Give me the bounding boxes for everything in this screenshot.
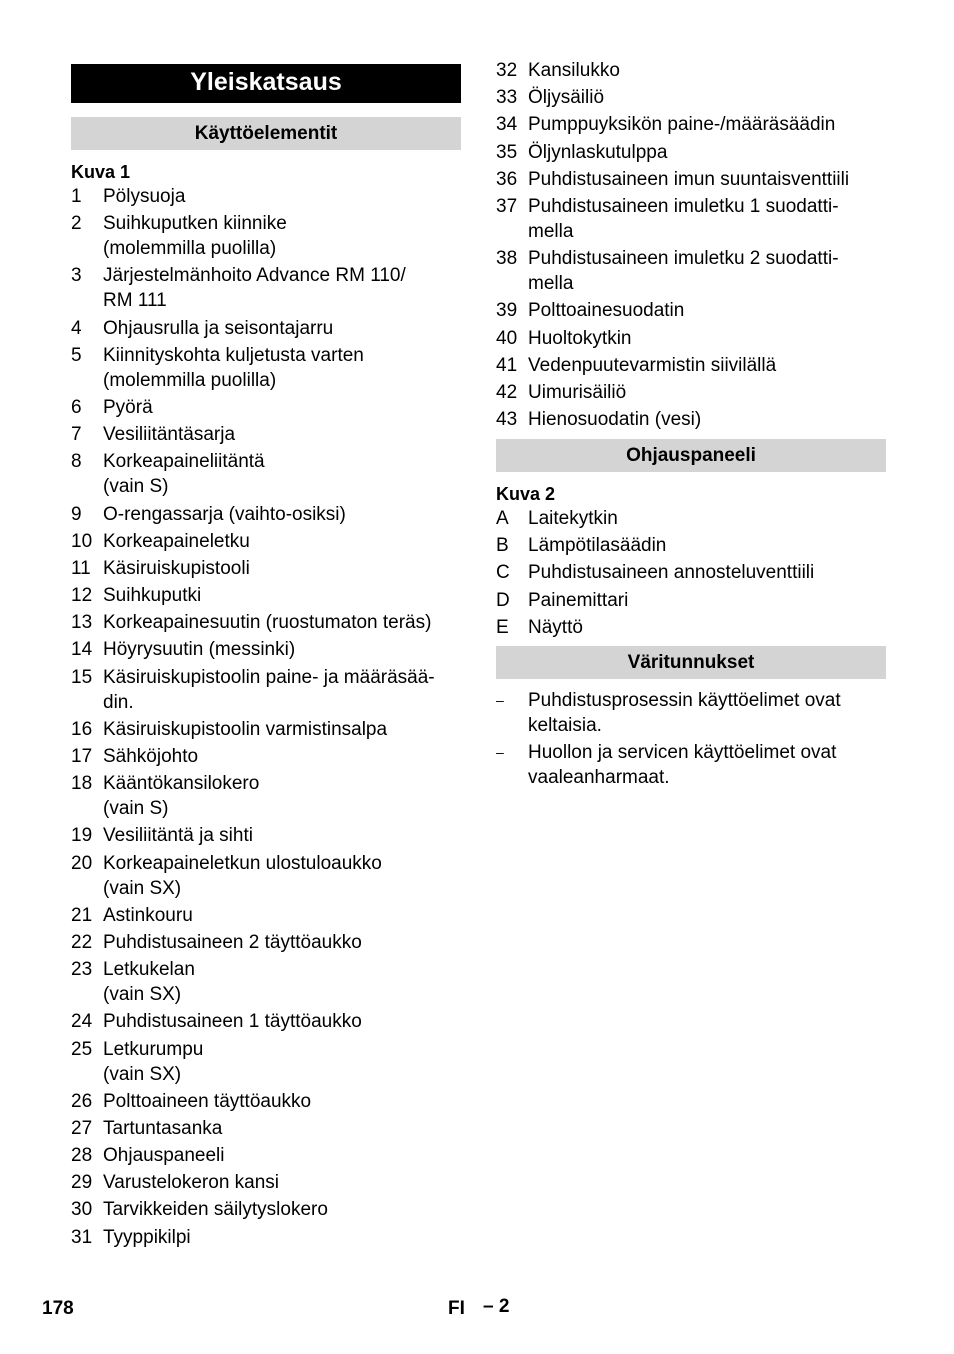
list-item <box>71 665 461 715</box>
item-text: Käsiruiskupistoolin paine- ja määräsää- din. <box>103 666 435 713</box>
item-number: B <box>496 535 509 557</box>
list-item <box>496 167 886 192</box>
list-item <box>71 211 461 261</box>
item-number: 17 <box>71 746 93 767</box>
item-text: Sähköjohto <box>103 746 199 767</box>
list-item <box>496 407 886 432</box>
controls-list-part-2 <box>496 58 886 432</box>
list-item <box>71 556 461 581</box>
item-text: Letkurumpu (vain SX) <box>103 1038 204 1085</box>
section-page-number: – 2 <box>483 1296 510 1317</box>
item-text: Puhdistusaineen annosteluventtiili <box>528 562 815 584</box>
item-number: 29 <box>71 1172 93 1194</box>
item-number: 35 <box>496 141 518 163</box>
list-item <box>71 851 461 901</box>
page-number: 178 <box>42 1298 74 1319</box>
item-number: 4 <box>71 317 82 339</box>
item-number: 40 <box>496 327 518 349</box>
item-text: Ohjauspaneeli <box>103 1145 225 1167</box>
item-number: 24 <box>71 1011 93 1033</box>
item-number: 19 <box>71 825 93 847</box>
item-number: 16 <box>71 718 93 740</box>
controls-list-part-1 <box>71 184 461 1250</box>
item-text: Korkeapaineletku <box>103 530 250 552</box>
item-text: Puhdistusaineen 1 täyttöaukko <box>103 1011 362 1033</box>
item-number: 23 <box>71 959 93 981</box>
item-text: Höyrysuutin (messinki) <box>103 639 296 661</box>
item-text: Korkeapainesuutin (ruostumaton teräs) <box>103 612 432 634</box>
item-number: 43 <box>496 409 518 431</box>
figure-label-kuva-2: Kuva 2 <box>496 484 556 505</box>
list-item <box>71 1037 461 1087</box>
item-number: 42 <box>496 381 518 403</box>
item-number: E <box>496 616 509 638</box>
list-item <box>71 744 461 769</box>
item-number: 11 <box>71 557 91 579</box>
item-text: Öljysäiliö <box>528 87 605 109</box>
list-item <box>71 1170 461 1195</box>
item-number: 36 <box>496 168 518 190</box>
item-number: C <box>496 562 510 584</box>
item-text: Kääntökansilokero (vain S) <box>103 773 260 820</box>
item-number: 22 <box>71 931 93 953</box>
item-text: Puhdistusaineen imuletku 2 suodatti- mella <box>528 248 839 295</box>
item-text: Käsiruiskupistooli <box>103 557 250 579</box>
list-item <box>71 343 461 393</box>
list-item <box>71 184 461 209</box>
list-item <box>496 85 886 110</box>
item-number: 15 <box>71 666 93 688</box>
item-number: 25 <box>71 1038 93 1060</box>
list-item <box>71 1225 461 1250</box>
list-item <box>71 717 461 742</box>
item-text: Näyttö <box>528 616 583 638</box>
item-number: 31 <box>71 1226 93 1248</box>
item-text: Huollon ja servicen käyttöelimet ovat vaaleanharmaat. <box>528 741 837 788</box>
language-code: FI <box>448 1298 465 1319</box>
item-text: Korkeapaineletkun ulostuloaukko (vain SX) <box>103 852 382 899</box>
section-heading-varitunnukset: Väritunnukset <box>496 646 886 679</box>
item-number: 33 <box>496 87 518 109</box>
list-item <box>71 529 461 554</box>
item-text: Painemittari <box>528 589 629 611</box>
list-item <box>71 395 461 420</box>
list-item <box>496 58 886 83</box>
list-item <box>71 1089 461 1114</box>
item-number: 27 <box>71 1117 93 1139</box>
item-text: Varustelokeron kansi <box>103 1172 280 1194</box>
page-title: Yleiskatsaus <box>71 64 461 103</box>
item-text: Pölysuoja <box>103 186 186 207</box>
item-number: 39 <box>496 300 518 322</box>
list-item <box>71 957 461 1007</box>
list-item <box>71 502 461 527</box>
item-text: Vedenpuutevarmistin siivilällä <box>528 354 777 376</box>
item-number: 10 <box>71 530 93 552</box>
list-item <box>71 1116 461 1141</box>
list-item <box>496 112 886 137</box>
section-heading-kayttoelementit: Käyttöelementit <box>71 117 461 150</box>
item-text: Öljynlaskutulppa <box>528 141 668 163</box>
item-text: Lämpötilasäädin <box>528 535 667 557</box>
list-item <box>71 1009 461 1034</box>
item-text: Tyyppikilpi <box>103 1226 191 1248</box>
item-number: 30 <box>71 1199 93 1221</box>
item-number: 14 <box>71 639 93 661</box>
item-number: – <box>496 743 504 760</box>
list-item <box>496 194 886 244</box>
list-item <box>71 316 461 341</box>
item-text: Letkukelan (vain SX) <box>103 959 195 1006</box>
item-text: Vesiliitäntä ja sihti <box>103 825 253 847</box>
item-number: 13 <box>71 612 93 634</box>
item-text: Tartuntasanka <box>103 1117 223 1139</box>
item-text: Suihkuputken kiinnike (molemmilla puolilla) <box>103 213 287 260</box>
section-heading-ohjauspaneeli: Ohjauspaneeli <box>496 439 886 472</box>
list-item <box>71 610 461 635</box>
item-number: A <box>496 508 509 530</box>
list-item <box>71 263 461 313</box>
list-item <box>496 560 886 585</box>
item-text: Kansilukko <box>528 60 620 81</box>
list-item <box>496 326 886 351</box>
list-item <box>496 615 886 640</box>
item-number: 20 <box>71 852 93 874</box>
color-codes-list <box>496 688 886 790</box>
item-text: Käsiruiskupistoolin varmistinsalpa <box>103 718 388 740</box>
list-item <box>71 1143 461 1168</box>
item-text: Uimurisäiliö <box>528 381 627 403</box>
item-number: 2 <box>71 213 82 235</box>
list-item <box>496 688 886 738</box>
item-text: Pyörä <box>103 396 153 418</box>
item-text: Puhdistusaineen 2 täyttöaukko <box>103 931 362 953</box>
item-text: Hienosuodatin (vesi) <box>528 409 702 431</box>
item-number: 21 <box>71 904 93 926</box>
item-text: Puhdistusprosessin käyttöelimet ovat keltaisia. <box>528 689 841 736</box>
item-text: Puhdistusaineen imuletku 1 suodatti- mella <box>528 195 839 242</box>
list-item <box>496 506 886 531</box>
item-number: 38 <box>496 248 518 270</box>
list-item <box>496 740 886 790</box>
list-item <box>71 637 461 662</box>
item-text: Polttoainesuodatin <box>528 300 685 322</box>
left-column <box>71 56 461 1252</box>
item-number: 8 <box>71 451 82 473</box>
list-item <box>71 449 461 499</box>
list-item <box>71 930 461 955</box>
item-number: D <box>496 589 510 611</box>
item-number: 32 <box>496 60 518 81</box>
item-number: 37 <box>496 195 518 217</box>
list-item <box>71 583 461 608</box>
item-number: 41 <box>496 354 518 376</box>
control-panel-list <box>496 506 886 640</box>
list-item <box>71 1197 461 1222</box>
list-item <box>496 140 886 165</box>
item-number: 7 <box>71 424 82 446</box>
list-item <box>71 823 461 848</box>
item-number: 3 <box>71 265 82 287</box>
item-number: 26 <box>71 1090 93 1112</box>
figure-label-kuva-1: Kuva 1 <box>71 162 131 182</box>
list-item <box>496 533 886 558</box>
right-column <box>496 56 886 792</box>
list-item <box>496 353 886 378</box>
item-text: Järjestelmänhoito Advance RM 110/ RM 111 <box>103 265 406 312</box>
item-text: Tarvikkeiden säilytyslokero <box>103 1199 328 1221</box>
list-item <box>496 588 886 613</box>
item-text: Puhdistusaineen imun suuntaisventtiili <box>528 168 850 190</box>
item-number: 5 <box>71 344 82 366</box>
item-text: Kiinnityskohta kuljetusta varten (molemmilla puolilla) <box>103 344 364 391</box>
item-text: Vesiliitäntäsarja <box>103 424 236 446</box>
list-item <box>71 903 461 928</box>
list-item <box>496 246 886 296</box>
list-item <box>71 771 461 821</box>
item-number: 6 <box>71 396 82 418</box>
item-text: Polttoaineen täyttöaukko <box>103 1090 312 1112</box>
item-text: Suihkuputki <box>103 585 202 607</box>
list-item <box>496 380 886 405</box>
item-text: O-rengassarja (vaihto-osiksi) <box>103 503 346 525</box>
list-item <box>71 422 461 447</box>
item-text: Korkeapaineliitäntä (vain S) <box>103 451 265 498</box>
list-item <box>496 298 886 323</box>
item-text: Astinkouru <box>103 904 193 926</box>
item-number: 1 <box>71 186 82 207</box>
item-number: 12 <box>71 585 93 607</box>
item-number: – <box>496 691 504 708</box>
item-number: 9 <box>71 503 82 525</box>
item-number: 34 <box>496 114 518 136</box>
item-number: 18 <box>71 773 93 795</box>
item-text: Pumppuyksikön paine-/määräsäädin <box>528 114 836 136</box>
item-text: Huoltokytkin <box>528 327 632 349</box>
item-number: 28 <box>71 1145 93 1167</box>
item-text: Laitekytkin <box>528 508 618 530</box>
item-text: Ohjausrulla ja seisontajarru <box>103 317 334 339</box>
